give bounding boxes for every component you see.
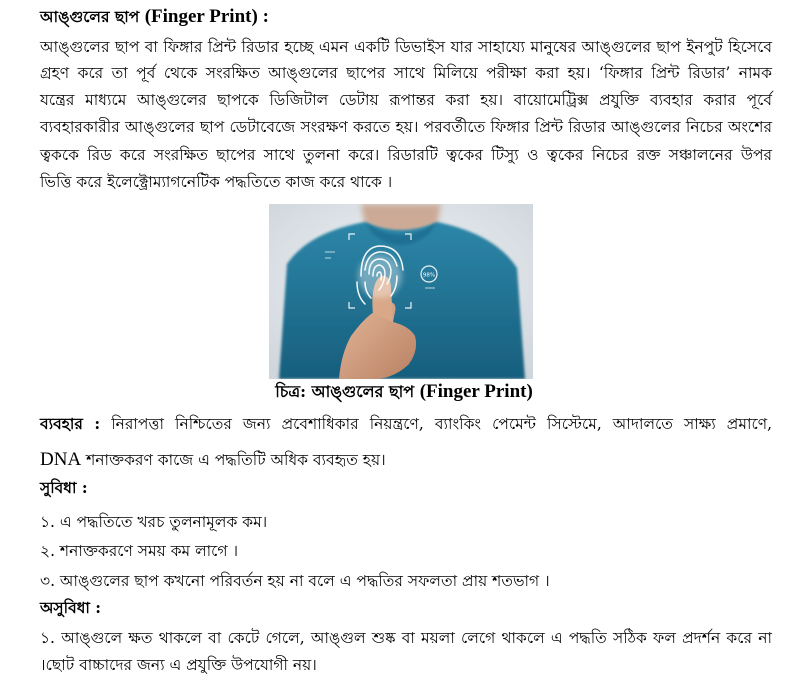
paragraph-line: ভিত্তি করে ইলেক্ট্রোম্যাগনেটিক পদ্ধতিতে কাজ করে থাকে ।	[40, 173, 393, 191]
paragraph-line: আঙ্গুলের ছাপ বা ফিঙ্গার প্রিন্ট রিডার হচ্ছে এমন একটি ডিভাইস যার সাহায্যে মানুষের আঙ্গুলের ছাপ ইনপুট হিসেবে	[40, 38, 772, 56]
usage-label: ব্যবহার :	[40, 414, 101, 433]
paragraph-line: যন্ত্রের মাধ্যমে আঙ্গুলের ছাপকে ডিজিটাল ডেটায় রূপান্তর করা হয়। বায়োমেট্রিক্স প্রযুক্তি ব্যবহার করার পূর্বে	[40, 91, 772, 109]
section-title-suffix: :	[257, 6, 269, 27]
figure-caption	[0, 381, 808, 403]
section-title	[40, 7, 772, 27]
paragraph-line: ত্বককে রিড করে সংরক্ষিত ছাপের সাথে তুলনা করে। রিডারটি ত্বকের টিস্যু ও ত্বকের নিচের রক্ত সঞ্চালনের উপর	[40, 146, 772, 164]
fingerprint-illustration	[269, 204, 533, 379]
scan-progress-text: 98%	[422, 272, 436, 279]
advantage-item: ২. শনাক্তকরণে সময় কম লাগে ।	[40, 542, 238, 560]
advantage-item: ১. এ পদ্ধতিতে খরচ তুলনামূলক কম।	[40, 513, 268, 531]
usage-dna: DNA	[40, 449, 82, 470]
figure-caption-bn: চিত্র: আঙ্গুলের ছাপ	[275, 382, 415, 401]
disadvantage-item-continued: ।ছোট বাচ্চাদের জন্য এ প্রযুক্তি উপযোগী নয়।	[40, 656, 317, 674]
disadvantage-item: ১. আঙ্গুলে ক্ষত থাকলে বা কেটে গেলে, আঙ্গুল শুষ্ক বা ময়লা লেগে থাকলে এ পদ্ধতি সঠিক ফল প্রদর্শন করে না	[40, 629, 772, 647]
advantage-item: ৩. আঙ্গুলের ছাপ কখনো পরিবর্তন হয় না বলে এ পদ্ধতির সফলতা প্রায় শতভাগ ।	[40, 572, 550, 590]
usage-line-2	[40, 450, 772, 470]
figure-caption-en: (Finger Print)	[419, 381, 533, 402]
section-title-en: (Finger Print)	[144, 6, 258, 27]
disadvantages-heading: অসুবিধা :	[40, 598, 102, 617]
paragraph-line: গ্রহণ করে তা পূর্ব থেকে সংরক্ষিত আঙ্গুলের ছাপের সাথে মিলিয়ে পরীক্ষা করা হয়। ‘ফিঙ্গার প্রিন্ট রিডার’ নামক	[40, 64, 772, 82]
paragraph-line: ব্যবহারকারীর আঙ্গুলের ছাপ ডেটাবেজে সংরক্ষণ করতে হয়। পরবর্তীতে ফিঙ্গার প্রিন্ট রিডার আঙ্গুলের নিচের অংশের	[40, 118, 772, 136]
section-title-bn: আঙ্গুলের ছাপ	[40, 7, 140, 26]
fingerprint-photo	[269, 204, 533, 379]
usage-text-2: শনাক্তকরণ কাজে এ পদ্ধতিটি অধিক ব্যবহৃত হয়।	[81, 451, 386, 469]
advantages-heading: সুবিধা :	[40, 478, 88, 497]
usage-text: নিরাপত্তা নিশ্চিতের জন্য প্রবেশাধিকার নিয়ন্ত্রণে, ব্যাংকিং পেমেন্ট সিস্টেমে, আদালতে সাক্ষ্য প্রমাণে,	[100, 415, 773, 433]
usage-line-1	[40, 414, 772, 434]
